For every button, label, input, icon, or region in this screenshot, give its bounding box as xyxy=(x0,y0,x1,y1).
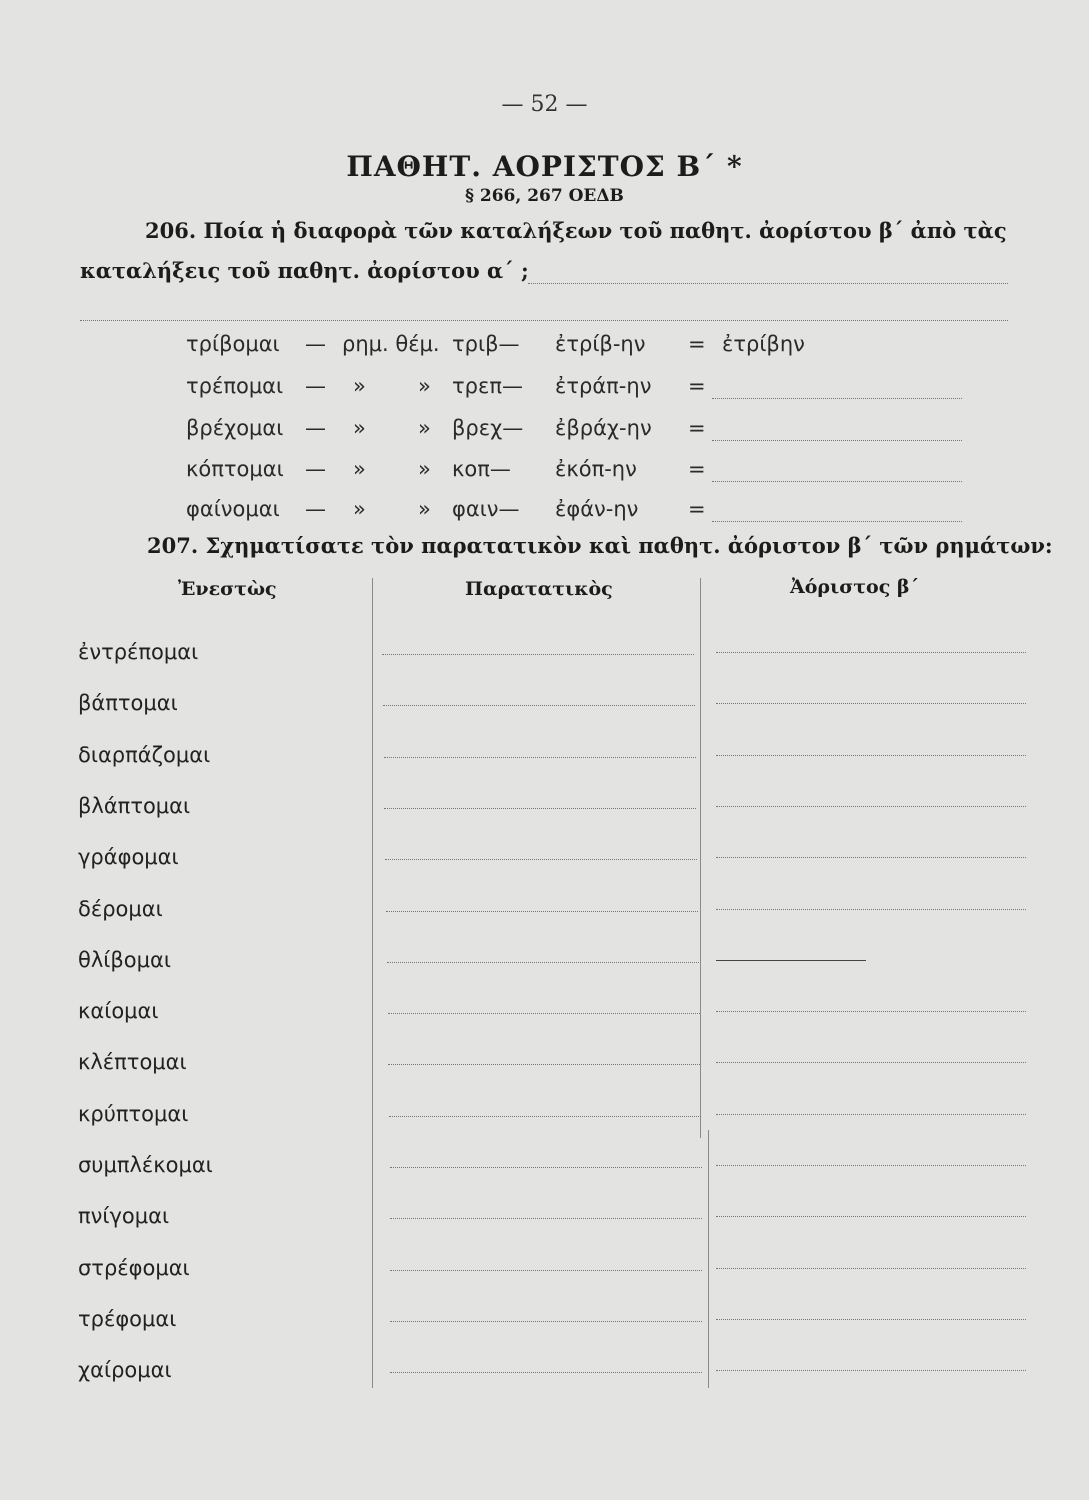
imperfect-answer-line[interactable] xyxy=(390,1218,702,1219)
verb-label: ἐντρέπομαι xyxy=(78,640,199,664)
equals-sign: = xyxy=(688,416,706,440)
dash-separator: — xyxy=(305,457,326,481)
question-206-line2: καταλήξεις τοῦ παθητ. ἀορίστου α΄ ; xyxy=(80,258,529,283)
verb-label: διαρπάζομαι xyxy=(78,742,211,767)
verb-stem: τριβ— xyxy=(452,332,520,356)
verb-stem: κοπ— xyxy=(452,457,511,481)
imperfect-answer-line[interactable] xyxy=(387,962,699,963)
verb-label: γράφομαι xyxy=(78,845,179,870)
dash-separator: — xyxy=(305,374,326,398)
imperfect-answer-line[interactable] xyxy=(384,757,696,758)
aorist-form: ἐτρίβ-ην xyxy=(555,332,646,356)
aorist-answer-line[interactable] xyxy=(716,703,1026,704)
section-reference: § 266, 267 ΟΕΔΒ xyxy=(465,186,624,206)
answer-line[interactable] xyxy=(712,398,962,399)
answer-line[interactable] xyxy=(712,481,962,482)
aorist-answer-line[interactable] xyxy=(716,806,1026,807)
answer-line-206b xyxy=(80,320,1008,321)
verb-label: κλέπτομαι xyxy=(78,1050,187,1075)
equals-sign: = xyxy=(688,374,706,398)
aorist-answer-line[interactable] xyxy=(716,652,1026,653)
column-header-present: Ἐνεστὼς xyxy=(178,578,277,600)
aorist-answer-line[interactable] xyxy=(716,1370,1026,1371)
column-header-imperfect: Παρατατικὸς xyxy=(465,578,613,600)
stem-label-ditto: » xyxy=(418,416,431,440)
aorist-answer-line[interactable] xyxy=(716,1062,1026,1063)
imperfect-answer-line[interactable] xyxy=(383,705,695,706)
column-divider-right xyxy=(700,578,701,1138)
imperfect-answer-line[interactable] xyxy=(390,1372,702,1373)
present-verb: φαίνομαι xyxy=(186,497,280,521)
verb-label: στρέφομαι xyxy=(78,1255,190,1280)
verb-label: βάπτομαι xyxy=(78,691,178,716)
column-divider-right-lower xyxy=(708,1130,709,1388)
aorist-answer-line[interactable] xyxy=(716,909,1026,910)
verb-label: κρύπτομαι xyxy=(78,1101,189,1126)
aorist-answer-line[interactable] xyxy=(716,1011,1026,1012)
question-207: 207. Σχηματίσατε τὸν παρατατικὸν καὶ παθητ. ἀόριστον β΄ τῶν ρημάτων: xyxy=(147,533,1053,558)
column-divider-left xyxy=(372,578,373,1388)
dash-separator: — xyxy=(305,416,326,440)
verb-label: τρέφομαι xyxy=(78,1306,177,1331)
imperfect-answer-line[interactable] xyxy=(390,1167,702,1168)
present-verb: βρέχομαι xyxy=(186,416,284,440)
imperfect-answer-line[interactable] xyxy=(390,1321,702,1322)
aorist-answer-line[interactable] xyxy=(716,1114,1026,1115)
imperfect-answer-line[interactable] xyxy=(390,1270,702,1271)
answer-line[interactable] xyxy=(712,521,962,522)
stem-label-ditto: » xyxy=(418,497,431,521)
aorist-answer-line[interactable] xyxy=(716,1165,1026,1166)
imperfect-answer-line[interactable] xyxy=(385,859,697,860)
aorist-answer-line[interactable] xyxy=(716,960,866,961)
verb-stem: βρεχ— xyxy=(452,416,524,440)
aorist-answer-line[interactable] xyxy=(716,1268,1026,1269)
stem-label: ρημ. θέμ. xyxy=(342,332,440,356)
present-verb: κόπτομαι xyxy=(186,457,284,481)
stem-label-ditto: » xyxy=(418,457,431,481)
verb-label: πνίγομαι xyxy=(78,1204,170,1229)
question-206-line1: 206. Ποία ἡ διαφορὰ τῶν καταλήξεων τοῦ παθητ. ἀορίστου β΄ ἀπὸ τὰς xyxy=(145,218,1007,243)
imperfect-answer-line[interactable] xyxy=(388,1013,700,1014)
answer-line-206a xyxy=(528,283,1008,284)
present-verb: τρέπομαι xyxy=(186,374,284,398)
stem-label: » xyxy=(353,497,366,521)
dash-separator: — xyxy=(305,497,326,521)
column-header-aorist: Ἀόριστος β΄ xyxy=(790,576,920,598)
equals-sign: = xyxy=(688,457,706,481)
present-verb: τρίβομαι xyxy=(186,332,280,356)
aorist-form: ἐτράπ-ην xyxy=(555,374,652,398)
imperfect-answer-line[interactable] xyxy=(386,911,698,912)
stem-label: » xyxy=(353,457,366,481)
verb-stem: τρεπ— xyxy=(452,374,523,398)
aorist-form: ἐκόπ-ην xyxy=(555,457,637,481)
imperfect-answer-line[interactable] xyxy=(384,808,696,809)
verb-label: χαίρομαι xyxy=(78,1358,172,1383)
aorist-answer-line[interactable] xyxy=(716,857,1026,858)
aorist-answer-line[interactable] xyxy=(716,755,1026,756)
aorist-form: ἐβράχ-ην xyxy=(555,416,652,440)
verb-label: θλίβομαι xyxy=(78,947,171,972)
aorist-answer-line[interactable] xyxy=(716,1319,1026,1320)
stem-label-ditto: » xyxy=(418,374,431,398)
imperfect-answer-line[interactable] xyxy=(388,1064,700,1065)
stem-label: » xyxy=(353,374,366,398)
imperfect-answer-line[interactable] xyxy=(389,1116,701,1117)
verb-label: δέρομαι xyxy=(78,896,163,921)
verb-stem: φαιν— xyxy=(452,497,520,521)
verb-label: συμπλέκομαι xyxy=(78,1153,213,1177)
stem-label: » xyxy=(353,416,366,440)
equals-sign: = xyxy=(688,497,706,521)
aorist-form: ἐφάν-ην xyxy=(555,497,639,521)
equals-sign: = xyxy=(688,332,706,356)
dash-separator: — xyxy=(305,332,326,356)
verb-label: βλάπτομαι xyxy=(78,793,191,818)
page-number: — 52 — xyxy=(501,92,588,117)
answer-line[interactable] xyxy=(712,440,962,441)
aorist-answer-line[interactable] xyxy=(716,1216,1026,1217)
imperfect-answer-line[interactable] xyxy=(382,654,694,655)
page-title: ΠΑΘΗΤ. ΑΟΡΙΣΤΟΣ Β΄ * xyxy=(346,150,743,183)
aorist-result: ἐτρίβην xyxy=(722,332,805,356)
verb-label: καίομαι xyxy=(78,999,159,1024)
